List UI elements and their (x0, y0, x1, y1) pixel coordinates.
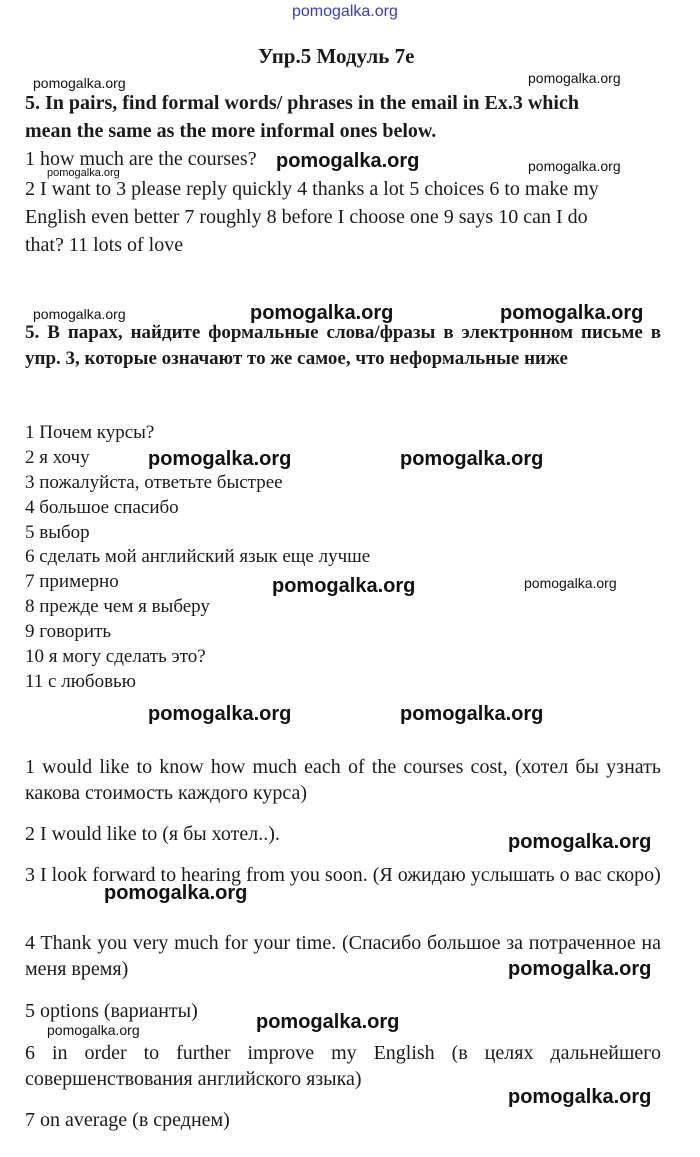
watermark: pomogalka.org (508, 958, 652, 980)
watermark: pomogalka.org (508, 831, 652, 853)
list-item: 10 я могу сделать это? (25, 646, 206, 667)
watermark-top: pomogalka.org (292, 3, 398, 20)
watermark: pomogalka.org (528, 70, 621, 86)
list-item: 7 примерно (25, 571, 119, 592)
answer-item: 5 options (варианты) (25, 1000, 198, 1022)
answer-item: 6 in order to further improve my English (в целях дальнейшего совершенствования английского языка) (25, 1042, 661, 1090)
list-item: 11 с любовью (25, 671, 136, 692)
exercise-ru-heading: 5. В парах, найдите формальные слова/фразы в электронном письме в упр. 3, которые означают то же самое, что неформальные ниже (25, 322, 661, 369)
exercise-en-heading-1: 5. In pairs, find formal words/ phrases in the email in Ex.3 which (25, 92, 579, 114)
list-item: 5 выбор (25, 522, 90, 543)
exercise-en-line: English even better 7 roughly 8 before I choose one 9 says 10 can I do (25, 206, 588, 228)
watermark: pomogalka.org (47, 167, 120, 179)
watermark: pomogalka.org (256, 1011, 400, 1033)
list-item: 6 сделать мой английский язык еще лучше (25, 546, 371, 567)
watermark: pomogalka.org (148, 703, 292, 725)
watermark: pomogalka.org (500, 302, 644, 324)
watermark: pomogalka.org (250, 302, 394, 324)
watermark: pomogalka.org (104, 882, 248, 904)
exercise-en-line: that? 11 lots of love (25, 234, 184, 256)
exercise-en-heading-2: mean the same as the more informal ones below. (25, 120, 437, 142)
watermark: pomogalka.org (524, 575, 617, 591)
watermark: pomogalka.org (508, 1086, 652, 1108)
watermark: pomogalka.org (272, 575, 416, 597)
watermark: pomogalka.org (47, 1022, 140, 1038)
page-title: Упр.5 Модуль 7е (258, 44, 415, 68)
list-item: 4 большое спасибо (25, 497, 179, 518)
list-item: 8 прежде чем я выберу (25, 596, 210, 617)
answer-item: 1 would like to know how much each of the courses cost, (хотел бы узнать какова стоимость каждого курса) (25, 756, 661, 804)
watermark: pomogalka.org (400, 448, 544, 470)
list-item: 9 говорить (25, 621, 112, 642)
answer-item: 7 on average (в среднем) (25, 1109, 230, 1131)
watermark: pomogalka.org (148, 448, 292, 470)
watermark: pomogalka.org (400, 703, 544, 725)
watermark: pomogalka.org (33, 75, 126, 91)
watermark: pomogalka.org (276, 150, 420, 172)
list-item: 2 я хочу (25, 447, 90, 468)
watermark: pomogalka.org (528, 158, 621, 174)
list-item: 1 Почем курсы? (25, 422, 155, 443)
list-item: 3 пожалуйста, ответьте быстрее (25, 472, 283, 493)
answer-item: 2 I would like to (я бы хотел..). (25, 823, 280, 845)
answer-item: 4 Thank you very much for your time. (Спасибо большое за потраченное на меня время) (25, 932, 661, 980)
exercise-en-line: 1 how much are the courses? (25, 148, 257, 170)
answer-item: 3 I look forward to hearing from you soon. (Я ожидаю услышать о вас скоро) (25, 864, 661, 886)
exercise-en-line: 2 I want to 3 please reply quickly 4 thanks a lot 5 choices 6 to make my (25, 178, 599, 200)
watermark: pomogalka.org (33, 306, 126, 322)
